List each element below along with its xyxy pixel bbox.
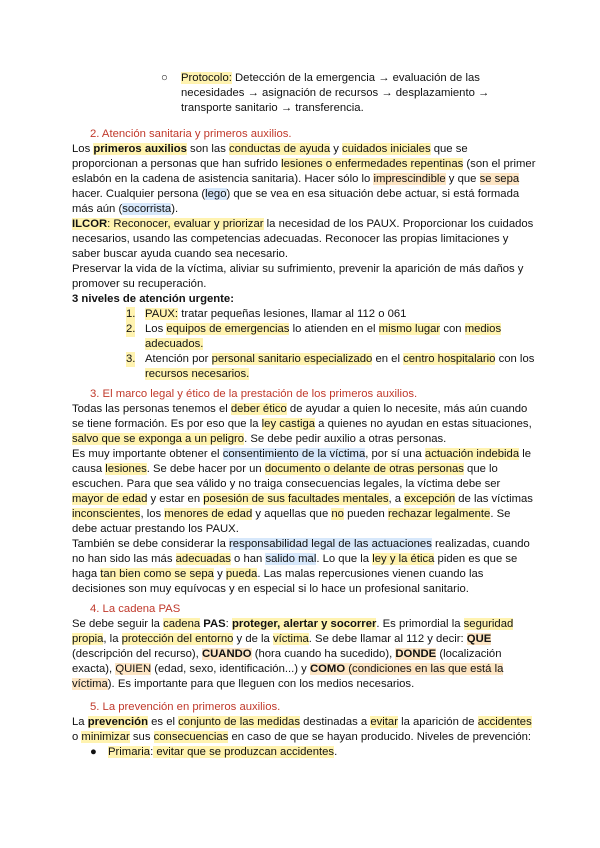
highlight: excepción <box>404 493 456 505</box>
highlight: Primaria <box>108 746 151 758</box>
text: debe actuar prestando los PAUX. <box>72 523 239 535</box>
text: que se <box>430 143 468 155</box>
highlight: no <box>331 508 344 520</box>
text: la aparición de <box>397 716 478 728</box>
text: le <box>519 448 532 460</box>
highlight: ley castiga <box>261 418 316 430</box>
text: ) que se vea en esa situación debe actuar, si está formada <box>226 188 520 200</box>
s4-line-1 <box>72 617 513 632</box>
highlight: propia <box>72 633 104 645</box>
term-prevencion: prevención <box>87 716 148 728</box>
text: Es muy importante obtener el <box>72 448 223 460</box>
s3-line <box>72 522 239 537</box>
text: Los <box>72 143 94 155</box>
highlight: : Reconocer, evaluar y priorizar <box>107 218 264 230</box>
s2-line-10: promover su recuperación. <box>72 278 207 290</box>
highlight: lesiones <box>105 463 147 475</box>
text: pueden <box>343 508 388 520</box>
level-2-cont <box>145 337 203 352</box>
levels-title <box>72 292 234 307</box>
s2-line-5 <box>72 202 178 217</box>
section-2-heading: 2. Atención sanitaria y primeros auxilios. <box>90 128 292 140</box>
text: o <box>72 731 82 743</box>
highlight: PAUX: <box>145 308 179 320</box>
highlight: cuidados iniciales <box>342 143 431 155</box>
text: También se debe considerar la <box>72 538 229 550</box>
text: de ayudar a quien lo necesite, más aún cuando <box>286 403 528 415</box>
highlight: mayor de edad <box>72 493 148 505</box>
text: Se debe seguir la <box>72 618 164 630</box>
highlight: inconscientes <box>72 508 141 520</box>
s2-line-1 <box>72 142 468 157</box>
protocol-line-3: transporte sanitario → transferencia. <box>181 102 364 114</box>
text: se tiene formación. Es por eso que la <box>72 418 262 430</box>
text: y estar en <box>147 493 204 505</box>
s3-line <box>72 582 469 597</box>
text: , los <box>140 508 165 520</box>
highlight: proteger, alertar y socorrer <box>231 618 377 630</box>
text: hacer. Cualquier persona ( <box>72 188 206 200</box>
s3-line <box>72 447 531 462</box>
text: realizadas, cuando <box>431 538 530 550</box>
protocol-label: Protocolo: <box>181 72 232 84</box>
text: haga <box>72 568 101 580</box>
highlight: documento o delante de otras personas <box>264 463 464 475</box>
text: y que <box>445 173 480 185</box>
highlight: mismo lugar <box>378 323 441 335</box>
text: causa <box>72 463 106 475</box>
highlight: responsabilidad legal de las actuaciones <box>229 538 432 550</box>
s2-line-3 <box>72 172 519 187</box>
highlight: salido mal <box>265 553 317 565</box>
s3-line <box>72 477 500 492</box>
highlight: actuación indebida <box>424 448 520 460</box>
s3-line <box>72 462 498 477</box>
text: . Las malas repercusiones vienen cuando las <box>257 568 484 580</box>
text: destinadas a <box>299 716 371 728</box>
highlight: cadena <box>163 618 201 630</box>
s2-line-8: saber buscar ayuda cuando sea necesario. <box>72 248 289 260</box>
text: a quienes no ayudan en estas situaciones, <box>315 418 532 430</box>
s3-line <box>72 417 532 432</box>
text: , la <box>103 633 122 645</box>
text: : <box>150 746 154 758</box>
highlight: conjunto de las medidas <box>178 716 300 728</box>
highlight: medios <box>464 323 502 335</box>
s5-bullet-primaria <box>108 745 337 760</box>
text: La <box>72 716 88 728</box>
highlight: deber ético <box>230 403 287 415</box>
text: (descripción del recurso), <box>72 648 202 660</box>
text: (hora cuando ha sucedido), <box>251 648 396 660</box>
text: . Es primordial la <box>376 618 464 630</box>
section-4-heading: 4. La cadena PAS <box>90 603 181 615</box>
protocol-line-1 <box>181 71 480 86</box>
s2-line-ilcor <box>72 217 533 232</box>
text: Todas las personas tenemos el <box>72 403 231 415</box>
text: decisiones son muy equívocas y en especial si lo hace un profesional sanitario. <box>72 583 469 595</box>
highlight: ley y la ética <box>372 553 435 565</box>
text: y de la <box>233 633 273 645</box>
s2-line-4 <box>72 187 519 202</box>
text: y aquellas que <box>252 508 332 520</box>
s2-line-2 <box>72 157 535 172</box>
text: , a <box>388 493 405 505</box>
highlight: consecuencias <box>153 731 229 743</box>
list-number: 2. <box>126 323 136 335</box>
text: piden es que se <box>434 553 518 565</box>
text: que lo <box>463 463 498 475</box>
term-ilcor: ILCOR <box>72 218 108 230</box>
text: , por sí una <box>365 448 425 460</box>
highlight: recursos necesarios. <box>145 368 250 380</box>
highlight: rechazar legalmente <box>387 508 491 520</box>
highlight: víctima <box>272 633 309 645</box>
s4-line-2 <box>72 632 491 647</box>
protocol-text: Detección de la emergencia → evaluación de las <box>231 72 480 84</box>
highlight: lego <box>205 188 227 200</box>
highlight: posesión de sus facultades mentales <box>203 493 389 505</box>
text: exacta), <box>72 663 116 675</box>
text: sus <box>129 731 154 743</box>
text: son las <box>186 143 229 155</box>
highlight: menores de edad <box>164 508 253 520</box>
section-3-heading: 3. El marco legal y ético de la prestación de los primeros auxilios. <box>90 388 418 400</box>
list-number: 3. <box>126 353 136 365</box>
s5-line-2 <box>72 730 531 745</box>
text: proporcionan a personas que han sufrido <box>72 158 282 170</box>
text: . Se <box>490 508 511 520</box>
text: (edad, sexo, identificación...) y <box>151 663 310 675</box>
highlight: se sepa <box>479 173 520 185</box>
text: : <box>225 618 232 630</box>
text: con <box>440 323 465 335</box>
s3-line <box>72 552 517 567</box>
highlight: imprescindible <box>373 173 446 185</box>
s2-line-9: Preservar la vida de la víctima, aliviar su sufrimiento, prevenir la aparición de más daños y <box>72 263 524 275</box>
s5-line-1 <box>72 715 532 730</box>
s3-line <box>72 432 446 447</box>
term-primeros-auxilios: primeros auxilios <box>93 143 187 155</box>
highlight: adecuadas <box>175 553 231 565</box>
highlight: minimizar <box>81 731 130 743</box>
highlight: socorrista <box>122 203 172 215</box>
text: escuchen. Para que sea válido y no traiga consecuencias legales, la víctima debe ser <box>72 478 501 490</box>
highlight: tan bien como se sepa <box>100 568 214 580</box>
text: con los <box>495 353 535 365</box>
text: : <box>230 293 234 305</box>
section-5-heading: 5. La prevención en primeros auxilios. <box>90 701 281 713</box>
highlight: evitar que se produzcan accidentes <box>153 746 335 758</box>
s3-line <box>72 492 533 507</box>
highlight: evitar <box>370 716 398 728</box>
text: (son el primer <box>463 158 536 170</box>
highlight: lesiones o enfermedades repentinas <box>281 158 464 170</box>
text: lo atienden en el <box>289 323 379 335</box>
s3-line <box>72 537 530 552</box>
highlight: adecuados. <box>145 338 204 350</box>
highlight: seguridad <box>463 618 514 630</box>
highlight: (condiciones en las que está la <box>345 663 504 675</box>
s2-line-7: necesarios, usando las competencias adecuadas. Reconocer las propias limitaciones y <box>72 233 509 245</box>
s3-line <box>72 507 510 522</box>
hollow-bullet-icon: ○ <box>161 72 168 84</box>
text: . Se debe llamar al 112 y decir: <box>308 633 467 645</box>
s3-line <box>72 402 527 417</box>
text: . Se debe hacer por un <box>146 463 265 475</box>
term-quien: QUIEN <box>115 663 152 675</box>
text: es el <box>148 716 179 728</box>
text: tratar pequeñas lesiones, llamar al 112 o 061 <box>178 308 407 320</box>
text: y <box>213 568 226 580</box>
highlight: salvo que se exponga a un peligro <box>72 433 245 445</box>
term-que: QUE <box>466 633 492 645</box>
highlight: víctima <box>72 678 108 690</box>
highlight: accidentes <box>477 716 532 728</box>
text: y <box>330 143 343 155</box>
term-pas: PAS <box>203 618 226 630</box>
text: la necesidad de los PAUX. Proporcionar los cuidados <box>263 218 534 230</box>
text: . Lo que la <box>316 553 373 565</box>
term-donde: DONDE <box>395 648 437 660</box>
highlight: protección del entorno <box>121 633 234 645</box>
text: 3 niveles de atención urgente <box>72 293 231 305</box>
level-3 <box>145 352 534 367</box>
level-3-cont <box>145 367 249 382</box>
filled-bullet-icon: ● <box>90 746 97 758</box>
text: en el <box>372 353 404 365</box>
text: de las víctimas <box>455 493 533 505</box>
text: . Se debe pedir auxilio a otras personas. <box>244 433 447 445</box>
highlight: equipos de emergencias <box>166 323 290 335</box>
text: ). <box>171 203 179 215</box>
level-1 <box>145 307 406 322</box>
s4-line-5 <box>72 677 414 692</box>
s3-line <box>72 567 483 582</box>
list-number: 1. <box>126 308 136 320</box>
text: (localización <box>436 648 502 660</box>
text: más aún ( <box>72 203 123 215</box>
level-2 <box>145 322 501 337</box>
highlight: consentimiento de la víctima <box>222 448 366 460</box>
text: eslabón en la cadena de asistencia sanitaria). Hacer sólo lo <box>72 173 374 185</box>
text: Los <box>145 323 167 335</box>
highlight: personal sanitario especializado <box>211 353 373 365</box>
highlight: conductas de ayuda <box>228 143 331 155</box>
text: no han sido las más <box>72 553 176 565</box>
highlight: pueda <box>225 568 258 580</box>
text: en caso de que se hayan producido. Niveles de prevención: <box>228 731 532 743</box>
highlight: centro hospitalario <box>403 353 496 365</box>
s4-line-3 <box>72 647 502 662</box>
text: ). Es importante para que lleguen con los medios necesarios. <box>107 678 415 690</box>
text: Atención por <box>145 353 212 365</box>
protocol-line-2: necesidades → asignación de recursos → desplazamiento → <box>181 87 490 99</box>
s4-line-4 <box>72 662 503 677</box>
term-como: COMO <box>309 663 346 675</box>
term-cuando: CUANDO <box>201 648 252 660</box>
text: . <box>334 746 338 758</box>
text: o han <box>230 553 266 565</box>
